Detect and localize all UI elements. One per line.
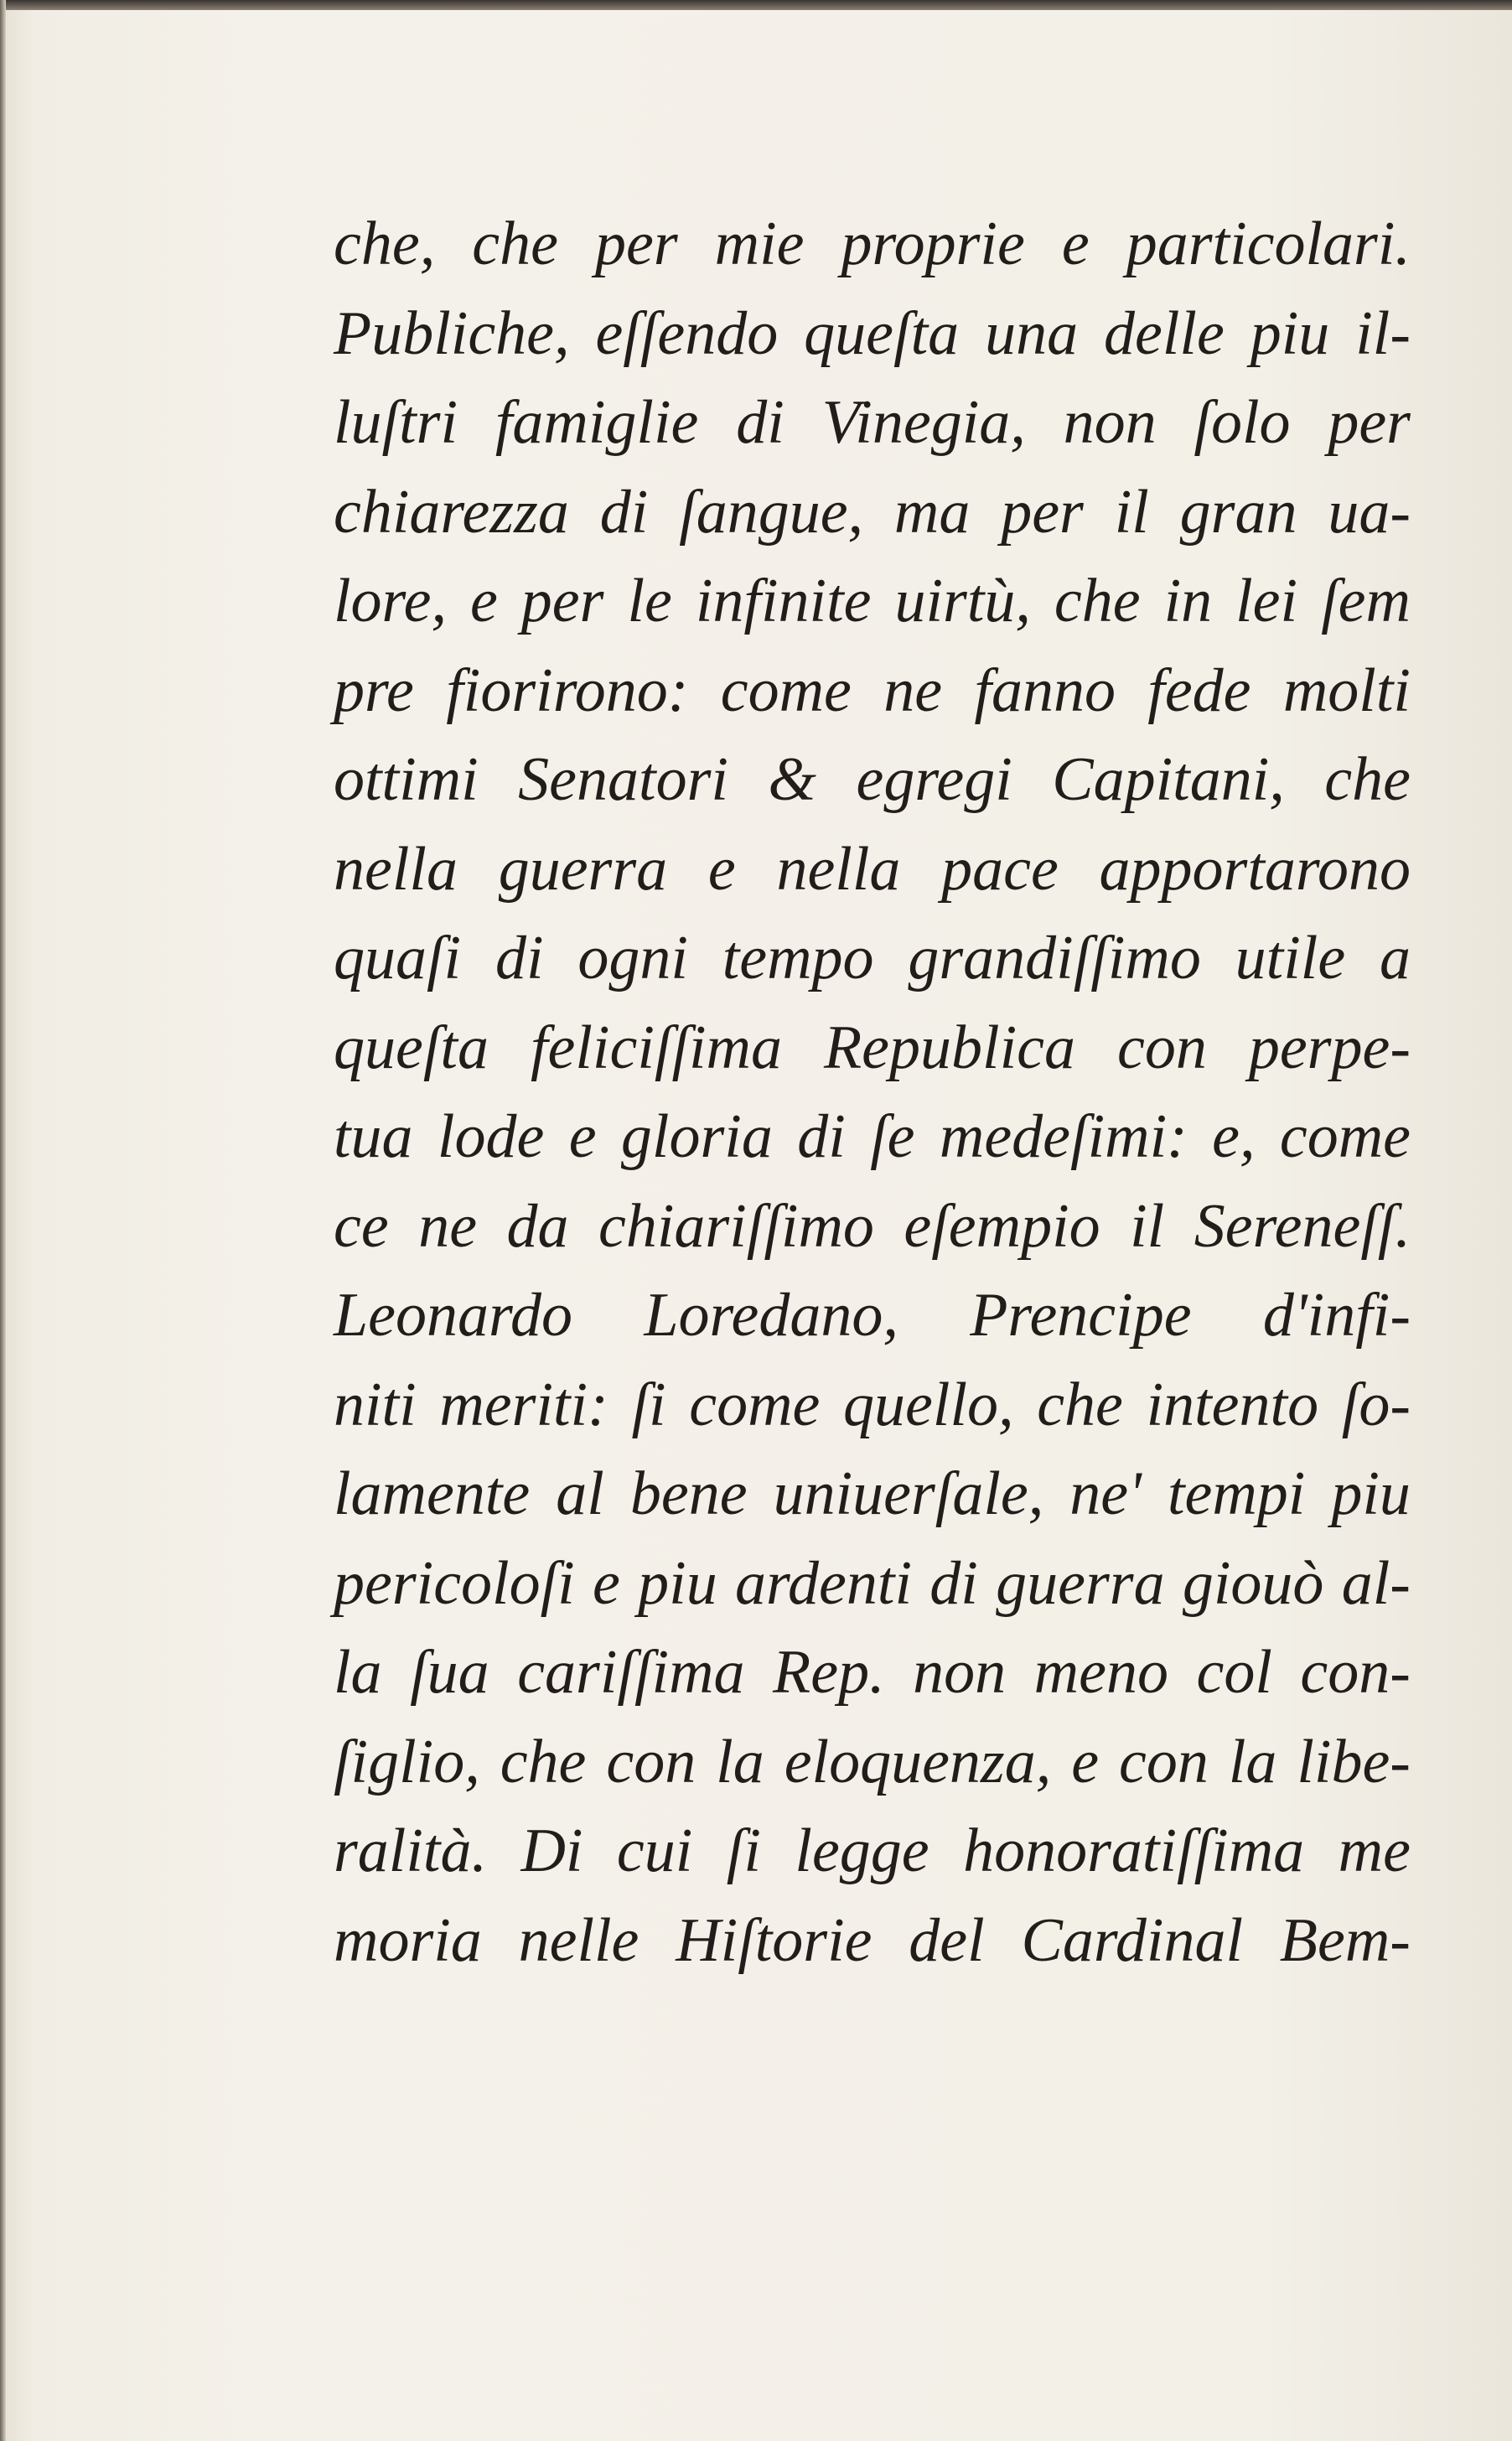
word: la bbox=[334, 1638, 382, 1707]
word: chiarezza bbox=[334, 477, 569, 547]
word: Bem- bbox=[1279, 1905, 1411, 1975]
word: meriti: bbox=[439, 1370, 608, 1439]
word: medeſimi: bbox=[939, 1102, 1188, 1171]
word: perpe- bbox=[1248, 1013, 1411, 1082]
word: Rep. bbox=[773, 1638, 885, 1707]
word: molti bbox=[1282, 656, 1411, 725]
word: piu bbox=[1331, 1459, 1411, 1528]
word: guerra bbox=[996, 1548, 1165, 1618]
word: particolari. bbox=[1126, 210, 1411, 278]
text-line bbox=[334, 1718, 1411, 1807]
text-line bbox=[334, 1539, 1411, 1629]
word: pericoloſi bbox=[334, 1548, 575, 1618]
word: nelle bbox=[518, 1905, 639, 1975]
word: ua- bbox=[1328, 477, 1411, 547]
word: Prencipe bbox=[970, 1281, 1192, 1350]
word: chiariſſimo bbox=[598, 1191, 874, 1261]
word: che bbox=[472, 210, 558, 278]
word: di bbox=[797, 1102, 846, 1171]
word: Capitani, bbox=[1052, 745, 1285, 814]
word: gran bbox=[1179, 477, 1297, 547]
word: al bbox=[556, 1459, 604, 1528]
word: ſolo bbox=[1194, 388, 1291, 457]
word: ſangue, bbox=[679, 477, 864, 547]
word: mie bbox=[714, 210, 805, 278]
page-binding-edge bbox=[0, 0, 6, 2441]
word: fanno bbox=[974, 656, 1116, 725]
word: honoratiſſima bbox=[963, 1816, 1305, 1885]
word: per bbox=[594, 210, 678, 278]
word: Publiche, bbox=[334, 298, 570, 368]
word: come bbox=[689, 1370, 821, 1439]
text-line bbox=[334, 914, 1411, 1003]
word: quello, bbox=[843, 1370, 1014, 1439]
word: apportarono bbox=[1099, 834, 1411, 904]
word: & bbox=[768, 745, 816, 814]
body-text bbox=[334, 200, 1411, 1985]
text-line bbox=[334, 1449, 1411, 1539]
word: ma bbox=[893, 477, 971, 547]
word: e bbox=[1071, 1727, 1100, 1796]
word: Loredano, bbox=[644, 1281, 898, 1350]
text-line bbox=[334, 1896, 1411, 1986]
word: tempi bbox=[1167, 1459, 1306, 1528]
word: il- bbox=[1355, 298, 1411, 368]
word: eſempio bbox=[904, 1191, 1100, 1261]
word: Senatori bbox=[518, 745, 728, 814]
word: col bbox=[1196, 1638, 1272, 1707]
word: le bbox=[627, 567, 672, 635]
word: ſiglio, bbox=[334, 1727, 480, 1796]
word: per bbox=[1001, 477, 1084, 547]
word: pace bbox=[941, 834, 1059, 904]
word: il bbox=[1114, 477, 1149, 547]
word: per bbox=[520, 567, 604, 635]
word: non bbox=[913, 1638, 1007, 1707]
word: Sereneſſ. bbox=[1194, 1191, 1411, 1261]
word: egregi bbox=[856, 745, 1012, 814]
word: ne bbox=[418, 1191, 478, 1261]
word: nella bbox=[334, 834, 458, 904]
word: che bbox=[1054, 567, 1141, 635]
word: di bbox=[929, 1548, 978, 1618]
word: quaſi bbox=[334, 924, 462, 992]
word: ne' bbox=[1069, 1459, 1142, 1528]
word: uniuerſale, bbox=[773, 1459, 1044, 1528]
word: che bbox=[1324, 745, 1411, 814]
text-line bbox=[334, 289, 1411, 379]
word: Di bbox=[520, 1816, 583, 1885]
word: con bbox=[1116, 1013, 1207, 1082]
word: ne bbox=[883, 656, 943, 725]
text-line bbox=[334, 1092, 1411, 1182]
text-line bbox=[334, 646, 1411, 736]
word: eloquenza, bbox=[784, 1727, 1052, 1796]
word: che bbox=[500, 1727, 587, 1796]
word: giouò bbox=[1182, 1548, 1324, 1618]
word: Vinegia, bbox=[821, 388, 1026, 457]
word: in bbox=[1163, 567, 1213, 635]
word: lore, bbox=[334, 567, 447, 635]
text-line bbox=[334, 825, 1411, 915]
word: luſtri bbox=[334, 388, 458, 457]
word: guerra bbox=[498, 834, 668, 904]
word: per bbox=[1328, 388, 1411, 457]
word: ottimi bbox=[334, 745, 479, 814]
text-line bbox=[334, 1003, 1411, 1093]
word: una bbox=[985, 298, 1079, 368]
scan-top-edge bbox=[0, 0, 1512, 10]
word: ce bbox=[334, 1191, 389, 1261]
word: d'infi- bbox=[1262, 1281, 1411, 1350]
word: non bbox=[1063, 388, 1157, 457]
word: la bbox=[1228, 1727, 1277, 1796]
word: e bbox=[707, 834, 736, 904]
word: il bbox=[1130, 1191, 1165, 1261]
word: famiglie bbox=[495, 388, 699, 457]
word: meno bbox=[1033, 1638, 1168, 1707]
word: uirtù, bbox=[894, 567, 1031, 635]
word: ardenti bbox=[735, 1548, 913, 1618]
word: come bbox=[1279, 1102, 1411, 1171]
word: di bbox=[495, 924, 544, 992]
word: libe- bbox=[1297, 1727, 1411, 1796]
text-line bbox=[334, 1182, 1411, 1272]
text-line bbox=[334, 735, 1411, 825]
word: ſi bbox=[631, 1370, 666, 1439]
word: e bbox=[568, 1102, 597, 1171]
word: a bbox=[1380, 924, 1411, 992]
text-line bbox=[334, 1360, 1411, 1450]
word: ſe bbox=[870, 1102, 915, 1171]
word: ogni bbox=[577, 924, 688, 992]
word: piu bbox=[638, 1548, 717, 1618]
word: la bbox=[716, 1727, 764, 1796]
word: con bbox=[1119, 1727, 1209, 1796]
word: ſem bbox=[1321, 567, 1411, 635]
word: fede bbox=[1147, 656, 1251, 725]
word: Hiſtorie bbox=[676, 1905, 873, 1975]
word: delle bbox=[1103, 298, 1225, 368]
text-line bbox=[334, 378, 1411, 468]
word: feliciſſima bbox=[530, 1013, 782, 1082]
word: pre bbox=[334, 656, 414, 725]
word: ſo- bbox=[1341, 1370, 1411, 1439]
word: eſſendo bbox=[595, 298, 779, 368]
word: cariſſima bbox=[517, 1638, 745, 1707]
word: con- bbox=[1300, 1638, 1411, 1707]
word: Leonardo bbox=[334, 1281, 573, 1350]
word: cui bbox=[616, 1816, 693, 1885]
word: come bbox=[720, 656, 852, 725]
word: lode bbox=[437, 1102, 545, 1171]
word: con bbox=[606, 1727, 696, 1796]
word: legge bbox=[795, 1816, 929, 1885]
word: e, bbox=[1212, 1102, 1256, 1171]
word: me bbox=[1338, 1816, 1411, 1885]
word: infinite bbox=[695, 567, 872, 635]
word: grandiſſimo bbox=[908, 924, 1201, 992]
word: del bbox=[909, 1905, 985, 1975]
word: nella bbox=[776, 834, 901, 904]
word: tua bbox=[334, 1102, 413, 1171]
word: che bbox=[1037, 1370, 1123, 1439]
word: fiorirono: bbox=[446, 656, 689, 725]
word: queſta bbox=[334, 1013, 489, 1082]
word: e bbox=[469, 567, 498, 635]
word: Cardinal bbox=[1021, 1905, 1244, 1975]
word: al- bbox=[1341, 1548, 1411, 1618]
word: gloria bbox=[620, 1102, 773, 1171]
text-line bbox=[334, 1806, 1411, 1896]
text-line bbox=[334, 468, 1411, 557]
word: e bbox=[593, 1548, 620, 1618]
text-line bbox=[334, 1271, 1411, 1360]
word: da bbox=[506, 1191, 569, 1261]
word: ralità. bbox=[334, 1816, 487, 1885]
word: ſua bbox=[410, 1638, 489, 1707]
word: piu bbox=[1250, 298, 1330, 368]
word: e bbox=[1061, 210, 1090, 278]
text-line bbox=[334, 200, 1411, 289]
text-line bbox=[334, 557, 1411, 646]
text-line bbox=[334, 1628, 1411, 1718]
word: di bbox=[736, 388, 784, 457]
word: lei bbox=[1235, 567, 1298, 635]
word: proprie bbox=[841, 210, 1025, 278]
word: moria bbox=[334, 1905, 482, 1975]
word: bene bbox=[629, 1459, 748, 1528]
word: niti bbox=[334, 1370, 417, 1439]
word: che, bbox=[334, 210, 436, 278]
word: di bbox=[599, 477, 649, 547]
word: tempo bbox=[722, 924, 874, 992]
word: lamente bbox=[334, 1459, 531, 1528]
word: intento bbox=[1146, 1370, 1319, 1439]
word: utile bbox=[1235, 924, 1346, 992]
word: queſta bbox=[804, 298, 960, 368]
word: Republica bbox=[823, 1013, 1075, 1082]
word: ſi bbox=[726, 1816, 761, 1885]
